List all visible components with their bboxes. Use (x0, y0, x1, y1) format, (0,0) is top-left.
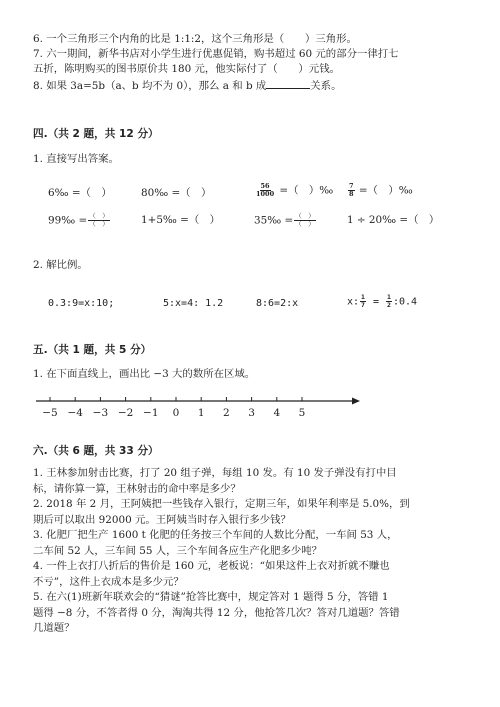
tick-label: 5 (298, 407, 306, 419)
answer-blank[interactable] (266, 78, 310, 89)
calc-item-4: $\frac{7}{8}$ =（ ）‰ (349, 182, 413, 198)
proportion-3: 8:6=2:x (256, 298, 299, 309)
section-4-q2-title: 2. 解比例。 (33, 259, 88, 271)
question-8-prefix: 8. 如果 3a=5b（a、b 均不为 0），那么 a 和 b 成 (33, 80, 267, 92)
arrow-right-icon (352, 398, 360, 405)
question-line: 1. 王林参加射击比赛，打了 20 组子弹，每组 10 发。有 10 发子弹没有打中目 (33, 467, 397, 479)
tick-label: 2 (223, 407, 230, 419)
fraction: $\frac{( )}{( )}$ (89, 212, 109, 228)
number-line (0, 388, 500, 424)
calc-item-6: 1+5‰ =（ ） (141, 214, 221, 226)
question-line: 5. 在六(1)班新年联欢会的“猜谜”抢答比赛中，规定答对 1 题得 5 分，答错 1 (33, 591, 389, 603)
calc-item-5: 99‰ = $\frac{( )}{( )}$ (48, 212, 109, 228)
question-7-line-1: 7. 六一期间，新华书店对小学生进行优惠促销，购书超过 60 元的部分一律打七 (33, 48, 399, 60)
calc-item-7: 35‰ = $\frac{( )}{( )}$ (254, 212, 315, 228)
tick-label: 1 (197, 407, 205, 419)
question-line: 期后可以取出 92000 元。王阿姨当时存入银行多少钱？ (33, 513, 291, 526)
tick-label: −1 (143, 407, 159, 419)
question-7-line-2: 五折，陈明购买的图书原价共 180 元，他实际付了（ ）元钱。 (33, 63, 340, 75)
fraction: $\frac{( )}{( )}$ (295, 212, 315, 228)
fraction: $\frac{1}{7}$ (361, 293, 365, 309)
tick-label: 3 (248, 407, 255, 419)
question-8 (33, 78, 341, 93)
fraction: $\frac{1}{2}$ (387, 293, 391, 309)
tick-label: 0 (172, 407, 180, 419)
tick-label: 4 (273, 407, 281, 419)
question-6: 6. 一个三角形三个内角的比是 1:1:2，这个三角形是（ ）三角形。 (33, 33, 357, 45)
question-8-suffix: 关系。 (310, 80, 342, 92)
section-5-heading: 五.（共 1 题，共 5 分） (33, 344, 152, 356)
proportion-1: 0.3:9=x:10; (48, 298, 115, 309)
question-line: 几道题？ (33, 622, 75, 634)
section-5-q1: 1. 在下面直线上，画出比 −3 大的数所在区域。 (33, 368, 256, 380)
calc-item-2: 80‰ =（ ） (141, 187, 212, 199)
calc-item-1: 6‰ =（ ） (48, 187, 112, 199)
section-6-heading: 六.（共 6 题，共 33 分） (33, 445, 159, 457)
tick-label: −4 (67, 407, 83, 419)
proportion-4: x: $\frac{1}{7}$ = $\frac{1}{2}$ :0.4 (347, 293, 418, 309)
question-line: 不亏”，这件上衣成本是多少元？ (33, 575, 184, 588)
question-line: 3. 化肥厂把生产 1600 t 化肥的任务按三个车间的人数比分配，一车间 53 人， (33, 529, 398, 541)
question-line: 标，请你算一算，王林射击的命中率是多少？ (33, 482, 241, 495)
question-line: 二车间 52 人，三车间 55 人，三个车间各应生产化肥多少吨？ (33, 544, 323, 557)
section-4-heading: 四.（共 2 题，共 12 分） (33, 128, 159, 140)
tick-label: −2 (117, 407, 134, 419)
fraction: $\frac{7}{8}$ (349, 182, 354, 198)
tick-label: −5 (42, 407, 58, 419)
calc-item-3: $\frac{56}{1000}$ =（ ）‰ (256, 182, 334, 198)
fraction: $\frac{56}{1000}$ (256, 182, 275, 198)
question-line: 题得 −8 分，不答者得 0 分，淘淘共得 12 分，他抢答几次？答对几道题？答错 (33, 606, 400, 619)
question-line: 2. 2018 年 2 月，王阿姨把一些钱存入银行，定期三年，如果年利率是 5.0%，到 (33, 498, 410, 510)
proportion-2: 5:x=4: 1.2 (163, 298, 224, 309)
section-4-q1-title: 1. 直接写出答案。 (33, 153, 119, 165)
tick-label: −3 (92, 407, 109, 419)
question-line: 4. 一件上衣打八折后的售价是 160 元，老板说：“如果这件上衣对折就不赚也 (33, 560, 390, 572)
calc-item-8: 1 ÷ 20‰ =（ ） (347, 214, 440, 226)
